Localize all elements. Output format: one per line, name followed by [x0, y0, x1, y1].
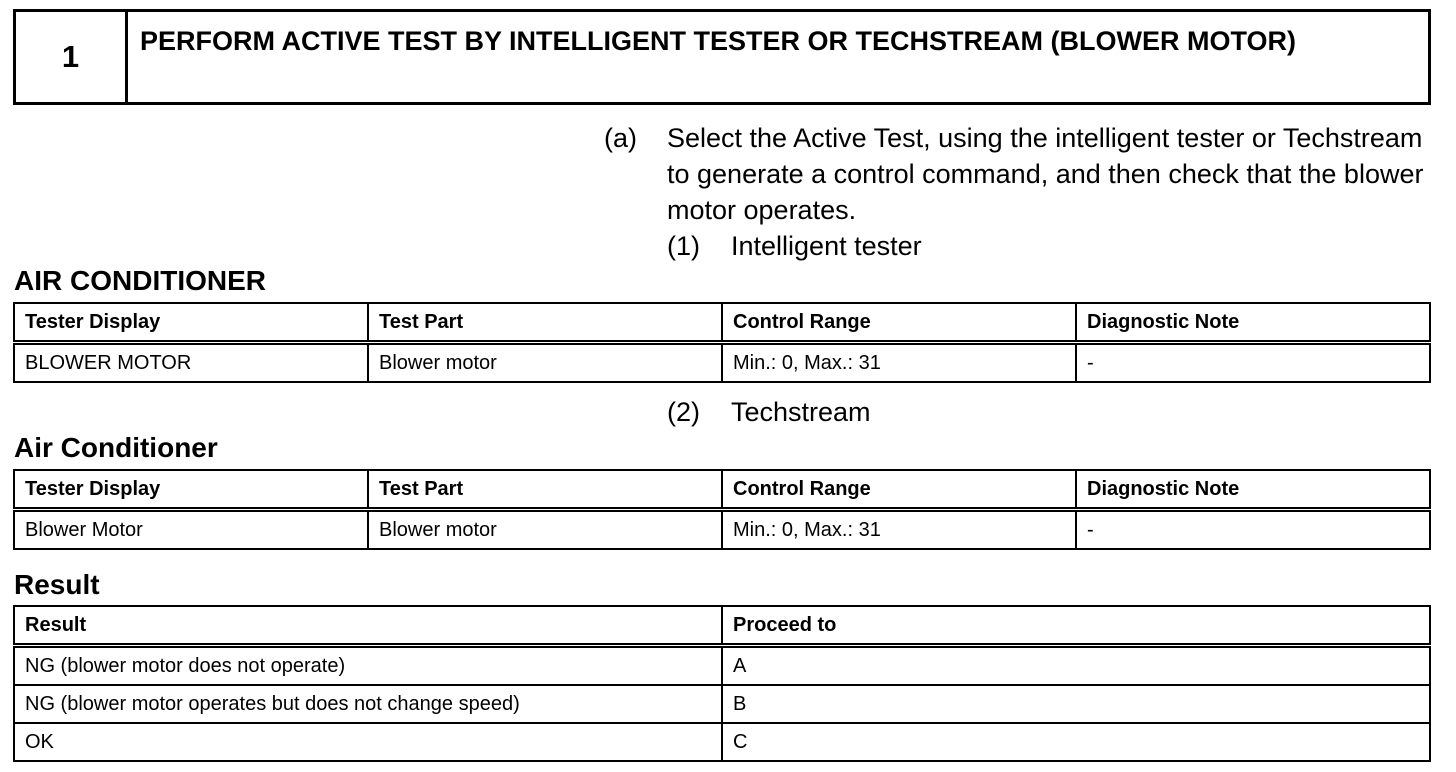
table-cell: OK: [14, 723, 722, 761]
header-cell: Control Range: [722, 303, 1076, 343]
header-cell: Result: [14, 606, 722, 646]
table-cell: C: [722, 723, 1430, 761]
step-title: PERFORM ACTIVE TEST BY INTELLIGENT TESTER OR TECHSTREAM (BLOWER MOTOR): [140, 26, 1297, 56]
table-header-row: [14, 470, 1430, 510]
table-cell: A: [722, 646, 1430, 686]
table-cell: NG (blower motor operates but does not change speed): [14, 685, 722, 723]
section-title-air-conditioner: Air Conditioner: [14, 432, 218, 463]
instruction-sub1-text: Intelligent tester: [731, 231, 922, 261]
instruction-a-text: Select the Active Test, using the intelligent tester or Techstream to generate a control command, and then check that the blower motor operates.: [667, 123, 1424, 225]
instruction-sub2-label: (2): [667, 397, 700, 427]
table-row: [14, 646, 1430, 686]
table-cell: Min.: 0, Max.: 31: [722, 510, 1076, 550]
header-cell: Diagnostic Note: [1076, 470, 1430, 510]
table-header-row: [14, 303, 1430, 343]
table-cell: NG (blower motor does not operate): [14, 646, 722, 686]
table-cell: -: [1076, 510, 1430, 550]
instruction-sub1-label: (1): [667, 231, 700, 261]
table-cell: Min.: 0, Max.: 31: [722, 343, 1076, 383]
table-row: [14, 343, 1430, 383]
instruction-a-label: (a): [604, 123, 637, 153]
header-cell: Test Part: [368, 470, 722, 510]
table-cell: Blower Motor: [14, 510, 368, 550]
step-header: [13, 9, 1431, 105]
active-test-table-intelligent-tester: [13, 302, 1431, 383]
table-cell: B: [722, 685, 1430, 723]
header-cell: Test Part: [368, 303, 722, 343]
header-cell: Tester Display: [14, 470, 368, 510]
header-cell: Control Range: [722, 470, 1076, 510]
table-row: [14, 510, 1430, 550]
active-test-table-techstream: [13, 469, 1431, 550]
table-cell: Blower motor: [368, 343, 722, 383]
table-header-row: [14, 606, 1430, 646]
table-cell: -: [1076, 343, 1430, 383]
header-cell: Tester Display: [14, 303, 368, 343]
table-row: [14, 723, 1430, 761]
section-title-result: Result: [14, 569, 100, 600]
header-cell: Proceed to: [722, 606, 1430, 646]
result-table: [13, 605, 1431, 762]
header-cell: Diagnostic Note: [1076, 303, 1430, 343]
table-cell: Blower motor: [368, 510, 722, 550]
instruction-sub2-text: Techstream: [731, 397, 871, 427]
table-cell: BLOWER MOTOR: [14, 343, 368, 383]
step-number: 1: [16, 12, 128, 102]
section-title-air-conditioner-upper: AIR CONDITIONER: [14, 265, 266, 296]
table-row: [14, 685, 1430, 723]
